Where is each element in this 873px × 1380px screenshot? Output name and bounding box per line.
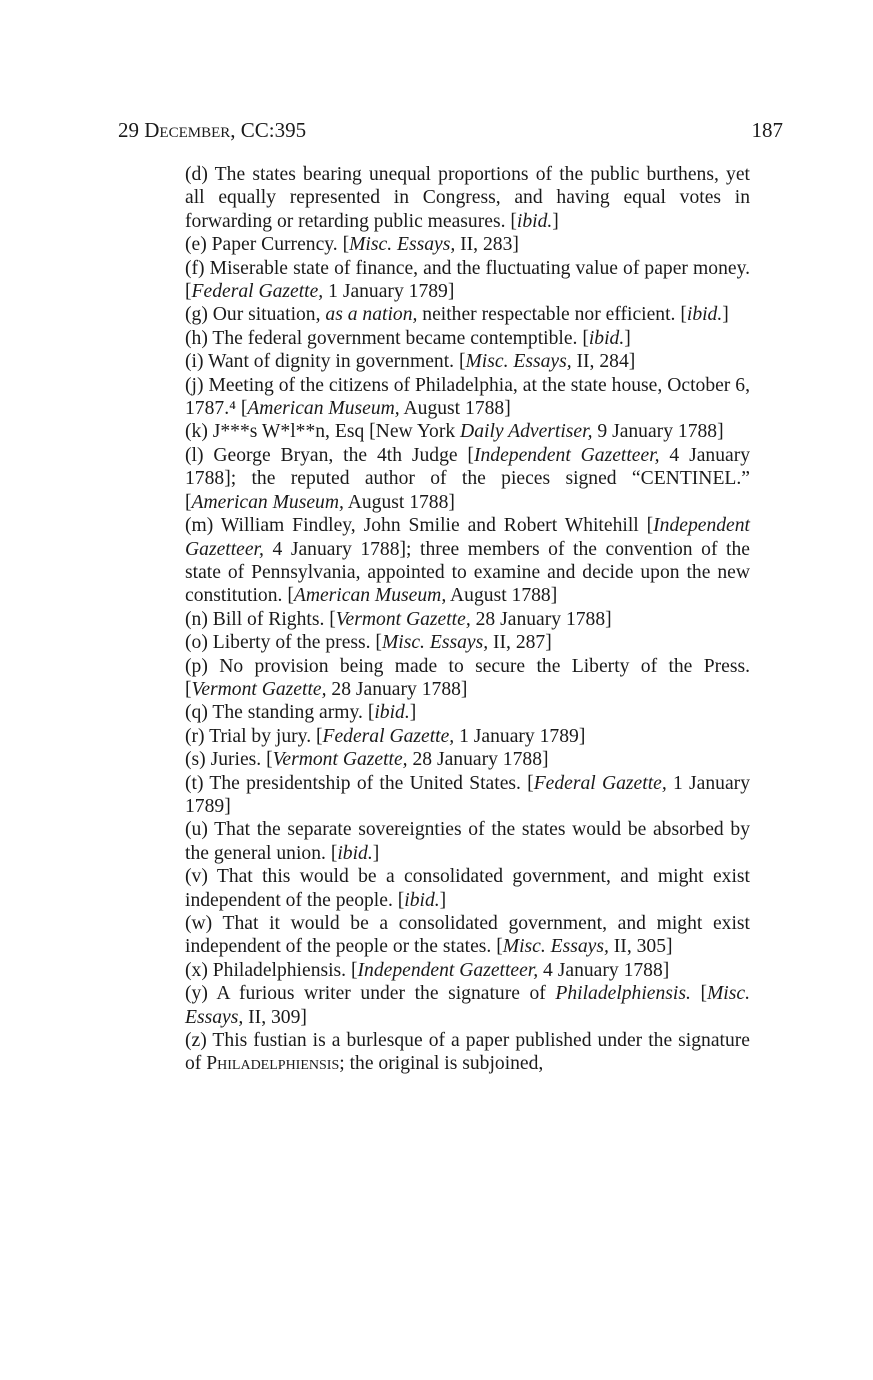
footnote bbox=[185, 608, 750, 631]
footnote-text: ; the original is subjoined, bbox=[339, 1053, 544, 1075]
footnote-text: (h) The federal government became contemptible. [ bbox=[185, 327, 589, 349]
footnote-text: (o) Liberty of the press. [ bbox=[185, 632, 382, 654]
footnote-text: Vermont Gazette, bbox=[272, 749, 408, 771]
footnote bbox=[185, 959, 750, 982]
footnote-text: August 1788] bbox=[446, 585, 558, 607]
footnote-text: (r) Trial by jury. [ bbox=[185, 725, 323, 747]
footnote-text: Vermont Gazette, bbox=[191, 678, 327, 700]
footnote bbox=[185, 444, 750, 514]
footnote-text: neither respectable nor efficient. [ bbox=[417, 304, 687, 326]
footnote-text: ] bbox=[372, 842, 380, 864]
footnote-text: (v) That this would be a consolidated government, and might exist independent of the people. [ bbox=[185, 866, 750, 911]
footnote-text: (k) J***s W*l**n, Esq [New York bbox=[185, 421, 461, 443]
footnote bbox=[185, 327, 750, 350]
footnote-text: (g) Our situation, bbox=[185, 304, 326, 326]
footnote-text: (x) Philadelphiensis. [ bbox=[185, 959, 358, 981]
footnote-text: 28 January 1788] bbox=[470, 608, 612, 630]
footnote-text: Misc. Essays, bbox=[349, 234, 456, 256]
footnote-text: (j) Meeting of the citizens of Philadelphia, at the state house, October 6, 1787.⁴ [ bbox=[185, 374, 750, 420]
footnote bbox=[185, 818, 750, 865]
footnote bbox=[185, 725, 750, 748]
footnote bbox=[185, 655, 750, 702]
footnote-text: 1 January 1789] bbox=[185, 772, 750, 817]
footnote-text: (p) No provision being made to secure the Liberty of the Press. [ bbox=[185, 655, 750, 700]
footnote-text: ibid. bbox=[374, 702, 410, 724]
footnote-text: (i) Want of dignity in government. [ bbox=[185, 351, 466, 373]
footnote bbox=[185, 233, 750, 256]
footnote-text: Independent Gazetteer, bbox=[473, 444, 660, 466]
footnote-text: 4 January 1788] bbox=[538, 959, 670, 981]
footnote bbox=[185, 257, 750, 304]
footnote-text: (d) The states bearing unequal proportions of the public burthens, yet all equally represented in Congress, and having equal votes in forwarding or retarding public measures. [ bbox=[185, 164, 750, 232]
footnote-text: Federal Gazette, bbox=[191, 281, 324, 303]
footnote-text: ibid. bbox=[686, 304, 723, 326]
footnote-text: ] bbox=[409, 702, 417, 724]
footnote bbox=[185, 1029, 750, 1076]
footnote-text: as a nation, bbox=[325, 304, 418, 326]
header-date: 29 December bbox=[118, 118, 231, 142]
footnote-text: (z) This fustian is a burlesque of a paper published under the signature of bbox=[185, 1030, 750, 1075]
footnote-text: Independent Gazetteer, bbox=[185, 515, 750, 560]
footnote-text: (s) Juries. [ bbox=[185, 749, 273, 771]
footnote-text: Misc. Essays, bbox=[465, 351, 572, 373]
footnote-text: (e) Paper Currency. [ bbox=[185, 234, 350, 256]
footnote-text: 1 January 1789] bbox=[454, 725, 586, 747]
footnote-text: Federal Gazette, bbox=[322, 725, 455, 747]
footnote-text: Misc. Essays, bbox=[185, 983, 750, 1028]
footnote bbox=[185, 420, 750, 443]
footnote-text: Daily Advertiser, bbox=[460, 421, 593, 443]
footnote-text: Misc. Essays, bbox=[381, 632, 489, 654]
footnote-text: (f) Miserable state of finance, and the fluctuating value of paper money. [ bbox=[185, 257, 750, 303]
footnote-text: ] bbox=[624, 327, 631, 349]
footnote-text: II, 309] bbox=[243, 1006, 307, 1028]
footnote-text: (t) The presidentship of the United States. [ bbox=[185, 772, 534, 794]
footnote-text: 28 January 1788] bbox=[407, 749, 549, 771]
footnote bbox=[185, 772, 750, 819]
footnote-text: (m) William Findley, John Smilie and Robert Whitehill [ bbox=[185, 515, 654, 537]
footnote-text: Federal Gazette, bbox=[533, 772, 667, 794]
footnote-text: ibid. bbox=[516, 210, 553, 232]
footnote-text: Vermont Gazette, bbox=[335, 608, 471, 630]
footnote bbox=[185, 350, 750, 373]
footnote bbox=[185, 748, 750, 771]
footnote bbox=[185, 865, 750, 912]
footnote-text: 4 January 1788]; three members of the convention of the state of Pennsylvania, appointed to examine and decide upon the new constitution. [ bbox=[185, 538, 750, 607]
footnote bbox=[185, 303, 750, 326]
footnote bbox=[185, 374, 750, 421]
footnote bbox=[185, 514, 750, 608]
footnote-text: (w) That it would be a consolidated government, and might exist independent of the people or the states. [ bbox=[185, 913, 750, 958]
footnote-text: Philadelphiensis. bbox=[555, 983, 691, 1005]
footnote-text: II, 283] bbox=[455, 234, 519, 256]
footnote-text: Misc. Essays, bbox=[502, 936, 609, 958]
footnote bbox=[185, 912, 750, 959]
footnote bbox=[185, 982, 750, 1029]
footnote-text: American Museum, bbox=[191, 491, 344, 513]
footnote-text: August 1788] bbox=[343, 491, 455, 513]
footnote bbox=[185, 701, 750, 724]
footnote-text: (y) A furious writer under the signature of bbox=[185, 983, 556, 1005]
footnote-text: Independent Gazetteer, bbox=[357, 959, 539, 981]
footnote-text: II, 284] bbox=[571, 351, 636, 373]
footnote-text: ] bbox=[439, 889, 447, 911]
footnote-text: August 1788] bbox=[399, 398, 511, 420]
footnote-text: ibid. bbox=[337, 842, 373, 864]
footnote bbox=[185, 631, 750, 654]
header-ref: CC:395 bbox=[240, 118, 307, 142]
footnote-text: ] bbox=[552, 210, 559, 232]
footnote-text: II, 287] bbox=[488, 632, 552, 654]
page-number: 187 bbox=[751, 118, 783, 142]
footnote-text: (q) The standing army. [ bbox=[185, 702, 375, 724]
footnote-text: American Museum, bbox=[247, 398, 400, 420]
footnote-text: (u) That the separate sovereignties of the states would be absorbed by the general union. [ bbox=[185, 819, 750, 864]
footnote-text: [ bbox=[690, 983, 707, 1005]
footnote-text: 28 January 1788] bbox=[326, 678, 468, 700]
notes-list bbox=[185, 163, 750, 1076]
footnote-text: (n) Bill of Rights. [ bbox=[185, 608, 336, 630]
footnote-text: Philadelphiensis bbox=[206, 1053, 340, 1075]
footnote-text: American Museum, bbox=[293, 585, 447, 607]
running-head-left: 29 December, CC:395 bbox=[118, 118, 307, 142]
footnote-text: 4 January 1788]; the reputed author of the pieces signed “CENTINEL.” [ bbox=[185, 444, 751, 513]
footnote-text: 9 January 1788] bbox=[592, 421, 724, 443]
footnote-text: II, 305] bbox=[608, 936, 673, 958]
footnote-text: ibid. bbox=[404, 889, 440, 911]
footnote-text: ibid. bbox=[588, 327, 625, 349]
footnote-text: ] bbox=[722, 304, 729, 326]
footnote bbox=[185, 163, 750, 233]
footnote-text: 1 January 1789] bbox=[323, 281, 455, 303]
footnote-text: (l) George Bryan, the 4th Judge [ bbox=[185, 444, 474, 466]
